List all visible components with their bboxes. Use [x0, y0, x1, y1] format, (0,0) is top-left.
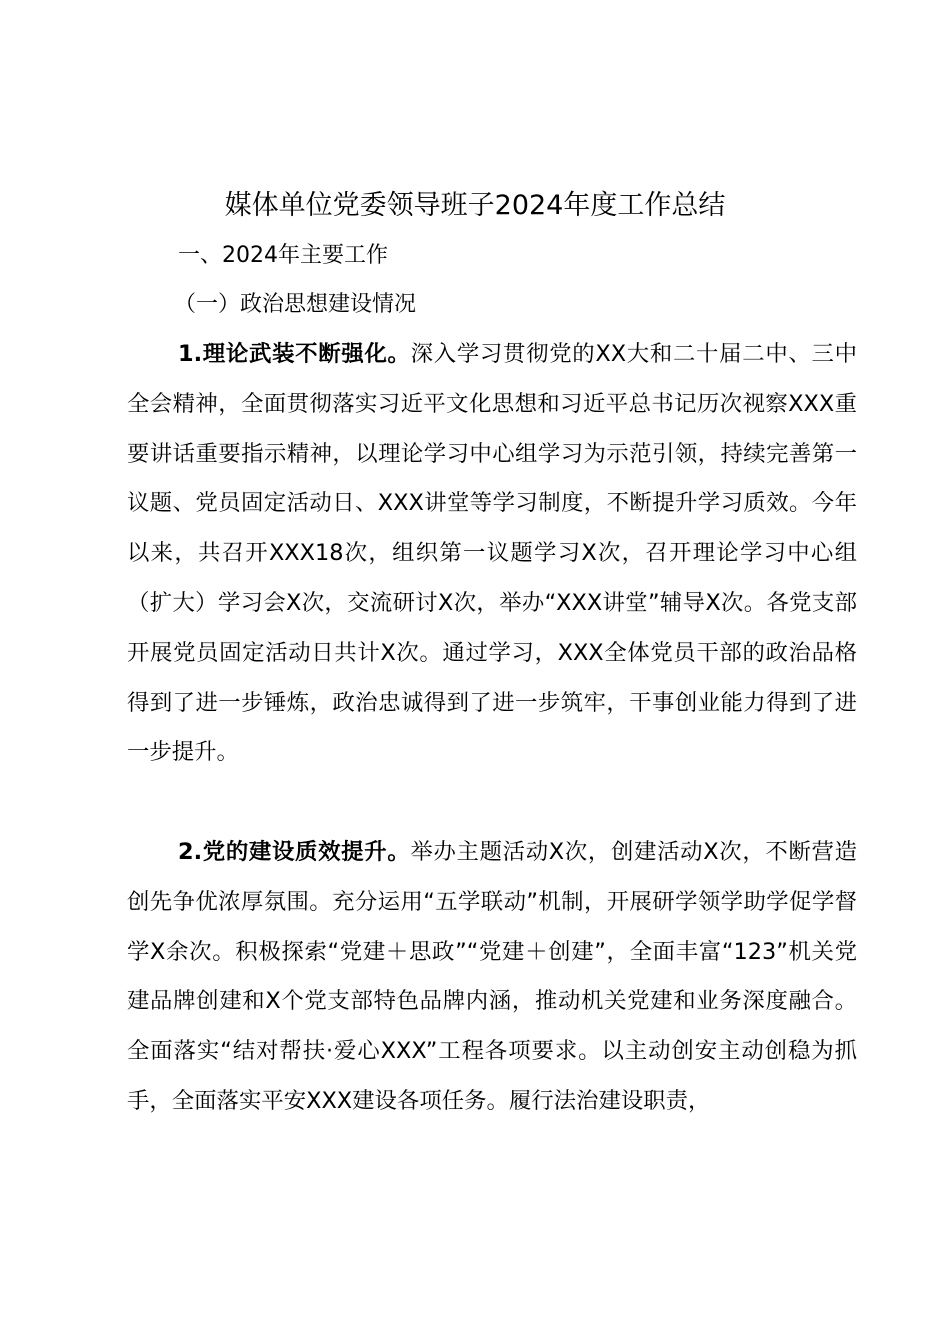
paragraph-body: 举办主题活动X次，创建活动X次，不断营造创先争优浓厚氛围。充分运用“五学联动”机制，开展研学领学助学促学督学X余次。积极探索“党建＋思政”“党建＋创建”，全面丰富“123”机关党建品牌创建和X个党支部特色品牌内涵，推动机关党建和业务深度融合。全面落实“结对帮扶·爱心XXX”工程各项要求。以主动创安主动创稳为抓手，全面落实平安XXX建设各项任务。履行法治建设职责，	[127, 839, 857, 1114]
section-heading: 一、2024年主要工作	[178, 243, 388, 268]
subsection-heading: （一）政治思想建设情况	[174, 292, 417, 317]
document-title: 媒体单位党委领导班子2024年度工作总结	[224, 190, 726, 221]
paragraph-party-building	[127, 828, 857, 1127]
paragraph-body: 深入学习贯彻党的XX大和二十届二中、三中全会精神，全面贯彻落实习近平文化思想和习近平总书记历次视察XXX重要讲话重要指示精神，以理论学习中心组学习为示范引领，持续完善第一议题、党员固定活动日、XXX讲堂等学习制度，不断提升学习质效。今年以来，共召开XXX18次，组织第一议题学习X次，召开理论学习中心组（扩大）学习会X次，交流研讨X次，举办“XXX讲堂”辅导X次。各党支部开展党员固定活动日共计X次。通过学习，XXX全体党员干部的政治品格得到了进一步锤炼，政治忠诚得到了进一步筑牢，干事创业能力得到了进一步提升。	[127, 341, 857, 766]
paragraph-theory	[127, 330, 857, 778]
paragraph-lead: 2.党的建设质效提升。	[178, 839, 411, 865]
paragraph-lead: 1.理论武装不断强化。	[178, 341, 411, 367]
